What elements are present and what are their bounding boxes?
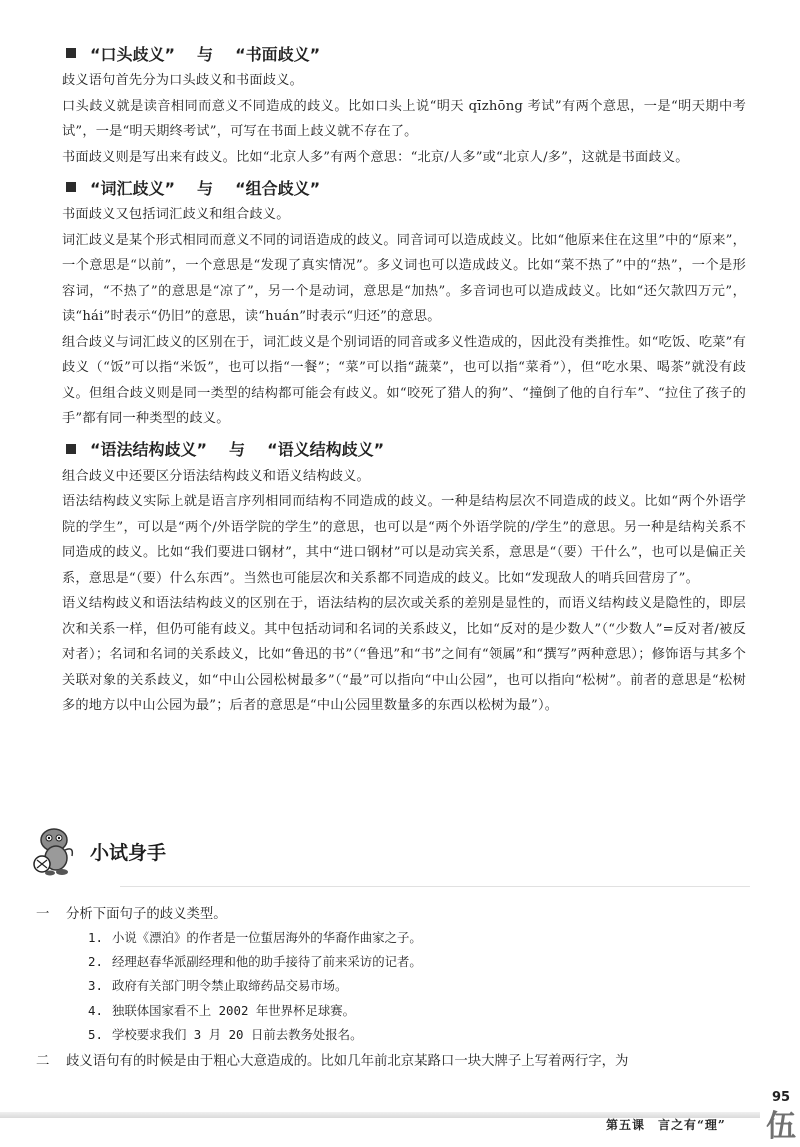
paragraph: 组合歧义中还要区分语法结构歧义和语义结构歧义。 xyxy=(62,468,370,484)
list-item: 1. 小说《漂泊》的作者是一位蜇居海外的华裔作曲家之子。 xyxy=(88,930,422,945)
paragraph: 语法结构歧义实际上就是语言序列相同而结构不同造成的歧义。一种是结构层次不同造成的歧义。比如“两个外语学院的学生”，可以是“两个/外语学院的学生”的意思，也可以是“两个外语学院的/学生”的意思。另一种是结构关系不同造成的歧义。比如“我们要进口钢材”，其中“进口钢材”可以是动宾关系，意思是“（要）干什么”，也可以是偏正关系，意思是“（要）什么东西”。当然也可能层次和关系都不同造成的歧义。比如“发现敌人的哨兵回营房了”。 xyxy=(62,494,746,586)
main-text xyxy=(62,38,746,719)
list-item: 4. 独联体国家看不上 2002 年世界杯足球赛。 xyxy=(88,1002,356,1018)
paragraph: 词汇歧义是某个形式相同而意义不同的词语造成的歧义。同音词可以造成歧义。比如“他原来住在这里”中的“原来”，一个意思是“以前”，一个意思是“发现了真实情况”。多义词也可以造成歧义。比如“菜不热了”中的“热”，一个是形容词，“不热了”的意思是“凉了”，另一个是动词，意思是“加热”。多音词也可以造成歧义。比如“还欠款四万元”，读“hái”时表示“仍旧”的意思，读“huán”时表示“归还”的意思。 xyxy=(62,232,746,324)
question-2 xyxy=(36,1050,756,1069)
heading-conj: 与 xyxy=(229,440,246,459)
lesson-label: 第五课 言之有“理” xyxy=(606,1118,726,1132)
practice-section-title xyxy=(32,826,166,876)
heading-syntactic-vs-semantic xyxy=(66,434,746,464)
heading-left: “口头歧义” xyxy=(90,44,176,64)
list-item: 3. 政府有关部门明令禁止取缔药品交易市场。 xyxy=(88,978,348,994)
bullet-square-icon xyxy=(66,444,76,454)
lesson-glyph: 伍 xyxy=(766,1109,796,1144)
question-text: 歧义语句有的时候是由于粗心大意造成的。比如几年前北京某路口一块大牌子上写着两行字，为 xyxy=(66,1054,629,1069)
question-text: 分析下面句子的歧义类型。 xyxy=(66,907,227,922)
paragraph: 语义结构歧义和语法结构歧义的区别在于，语法结构的层次或关系的差别是显性的，而语义结构歧义是隐性的，即层次和关系一样，但仍可能有歧义。其中包括动词和名词的关系歧义，比如“反对的是少数人”（“少数人”=反对者/被反对者）；名词和名词的关系歧义，比如“鲁迅的书”（“鲁迅”和“书”之间有“领属”和“撰写”两种意思）；修饰语与其多个关联对象的关系歧义，如“中山公园松树最多”（“最”可以指向“中山公园”，也可以指向“松树”。前者的意思是“松树多的地方以中山公园为最”；后者的意思是“中山公园里数量多的东西以松树为最”）。 xyxy=(62,596,746,713)
page-number: 95 xyxy=(772,1090,791,1105)
heading-oral-vs-written xyxy=(66,38,746,68)
question-1-items xyxy=(88,926,422,1047)
heading-conj: 与 xyxy=(197,178,214,198)
list-item: 5. 学校要求我们 3 月 20 日前去教务处报名。 xyxy=(88,1026,363,1042)
heading-conj: 与 xyxy=(197,44,214,64)
paragraph: 口头歧义就是读音相同而意义不同造成的歧义。比如口头上说“明天 qīzhōng 考试”有两个意思，一是“明天期中考试”，一是“明天期终考试”，可写在书面上歧义就不存在了。 xyxy=(62,98,746,139)
paragraph: 书面歧义则是写出来有歧义。比如“北京人多”有两个意思：“北京/人多”或“北京人/多”，这就是书面歧义。 xyxy=(62,149,689,165)
heading-lexical-vs-combination xyxy=(66,172,746,202)
practice-title: 小试身手 xyxy=(90,841,167,864)
question-number: 二 xyxy=(36,1054,50,1069)
paragraph: 歧义语句首先分为口头歧义和书面歧义。 xyxy=(62,73,303,88)
list-item: 2. 经理赵春华派副经理和他的助手接待了前来采访的记者。 xyxy=(88,954,422,970)
bullet-square-icon xyxy=(66,48,76,58)
heading-left: “词汇歧义” xyxy=(90,178,176,198)
question-number: 一 xyxy=(36,907,50,922)
bullet-square-icon xyxy=(66,182,76,192)
heading-right: “书面歧义” xyxy=(235,44,321,64)
question-1 xyxy=(36,903,756,922)
heading-right: “组合歧义” xyxy=(235,178,321,198)
heading-right: “语义结构歧义” xyxy=(267,440,385,459)
section-divider xyxy=(120,886,750,887)
paragraph: 组合歧义与词汇歧义的区别在于，词汇歧义是个别词语的同音或多义性造成的，因此没有类推性。如“吃饭、吃菜”有歧义（“饭”可以指“米饭”，也可以指“一餐”；“菜”可以指“蔬菜”，也可以指“菜肴”），但“吃水果、喝茶”就没有歧义。但组合歧义则是同一类型的结构都可能会有歧义。如“咬死了猎人的狗”、“撞倒了他的自行车”、“拉住了孩子的手”都有同一种类型的歧义。 xyxy=(62,334,746,426)
paragraph: 书面歧义又包括词汇歧义和组合歧义。 xyxy=(62,207,290,222)
heading-left: “语法结构歧义” xyxy=(90,440,208,459)
cartoon-mascot-icon xyxy=(32,826,78,876)
